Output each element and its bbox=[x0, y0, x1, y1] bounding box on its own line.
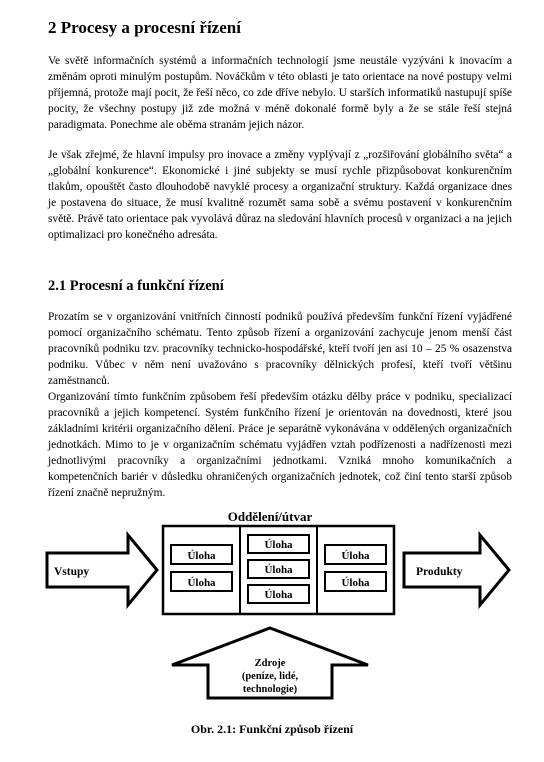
section-paragraph-2: Je však zřejmé, že hlavní impulsy pro inovace a změny vyplývají z „rozšiřování globálního světa“ a „globální konkurence“. Ekonomické i jiné subjekty se musí rychle přizpůsobovat konkurenčním tlakům, opouštět často dlouhodobě navyklé procesy a organizační struktury. Každá organizace dnes je postavena do situace, že musí kvalitně rozumět sama sobě a svému postavení v konkurenčním světě. Právě tato orientace pak vyvolává důraz na sledování hlavních procesů v organizaci a na jejich optimalizaci pro konečného adresáta. bbox=[48, 149, 512, 241]
task-label: Úloha bbox=[341, 550, 370, 562]
section-heading: 2 Procesy a procesní řízení bbox=[48, 18, 241, 37]
task-label: Úloha bbox=[187, 577, 216, 589]
task-label: Úloha bbox=[187, 550, 216, 562]
department-label: Oddělení/útvar bbox=[227, 509, 313, 524]
resources-label-line-1: Zdroje bbox=[254, 658, 286, 669]
subsection-paragraph-2: Organizování tímto funkčním způsobem řeší především otázku dělby práce v podniku, specializací pracovníků a jejich kompetencí. Systém funkčního řízení je orientován na dovednosti, které jsou základními kritérii organizačního dělení. Práce je separátně vykonávána v oddělených organizačních jednotkách. Mimo to je v organizačním schématu vyjádřen vztah podřízenosti a nadřízenosti mezi jednotlivými pracovníky a organizačními jednotkami. Vzniká mnoho komunikačních a kompetenčních bariér v důsledku ohraničených organizačních jednotek, což činí tento starší způsob řízení značně nepružným. bbox=[48, 391, 512, 499]
figure-caption: Obr. 2.1: Funkční způsob řízení bbox=[190, 722, 354, 736]
output-label: Produkty bbox=[416, 566, 463, 578]
subsection-heading: 2.1 Procesní a funkční řízení bbox=[48, 278, 224, 294]
input-label: Vstupy bbox=[54, 566, 90, 578]
section-paragraph-1: Ve světě informačních systémů a informačních technologií jsme neustále vyzýváni k inovacím a změnám oproti minulým postupům. Nováčkům v této oblasti je tato orientace na nové postupy velmi příjemná, protože mají pocit, že řeší něco, co zde dříve nebylo. U starších informatiků nastupují spíše pocity, že všechny postupy již zde možná v méně dokonalé formě byly a že se stále řeší stejná paradigmata. Ponechme ale oběma stranám jejich názor. bbox=[48, 55, 512, 131]
task-label: Úloha bbox=[264, 589, 293, 601]
functional-management-diagram bbox=[0, 500, 544, 722]
resources-label-line-2: (peníze, lidé, bbox=[241, 671, 299, 682]
task-label: Úloha bbox=[264, 539, 293, 551]
task-label: Úloha bbox=[341, 577, 370, 589]
resources-label-line-3: technologie) bbox=[242, 684, 298, 695]
task-label: Úloha bbox=[264, 564, 293, 576]
subsection-paragraph-1: Prozatím se v organizování vnitřních činností podniků používá především funkční řízení vyjádřené pomocí organizačního schématu. Tento způsob řízení a organizování zachycuje jenom menší část pracovníků podniku tzv. pracovníky technicko-hospodářské, kteří tvoří jen asi 10 – 25 % osazenstva podniku. Vůbec v něm není uvažováno s pracovníky dělnických profesí, kteří tvoří většinu zaměstnanců. bbox=[48, 311, 512, 387]
